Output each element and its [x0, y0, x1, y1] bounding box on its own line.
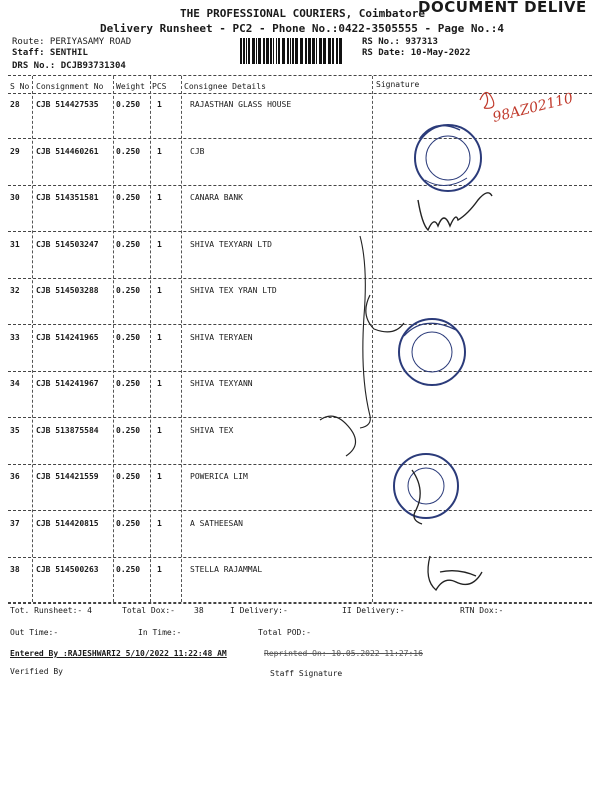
row-consignment-no: CJB 514421559: [36, 472, 99, 481]
row-consignee: CANARA BANK: [190, 193, 243, 202]
row-weight: 0.250: [116, 286, 141, 295]
row-sno: 38: [10, 565, 20, 574]
row-sno: 37: [10, 519, 20, 528]
row-weight: 0.250: [116, 519, 141, 528]
row-weight: 0.250: [116, 333, 141, 342]
row-pcs: 1: [157, 379, 162, 388]
i-delivery: I Delivery:-: [230, 606, 288, 615]
row-consignment-no: CJB 513875584: [36, 426, 99, 435]
row-weight: 0.250: [116, 193, 141, 202]
row-sno: 34: [10, 379, 20, 388]
row-consignee: RAJASTHAN GLASS HOUSE: [190, 100, 292, 109]
row-pcs: 1: [157, 240, 162, 249]
row-pcs: 1: [157, 100, 162, 109]
ii-delivery: II Delivery:-: [342, 606, 405, 615]
in-time: In Time:-: [138, 628, 182, 637]
drs-number: DRS No.: DCJB93731304: [12, 61, 126, 71]
row-pcs: 1: [157, 565, 162, 574]
row-sno: 35: [10, 426, 20, 435]
col-header-sno: S No: [10, 82, 30, 91]
row-consignee: POWERICA LIM: [190, 472, 248, 481]
col-header-pcs: PCS: [152, 82, 167, 91]
tot-runsheet: Tot. Runsheet:- 4: [10, 606, 92, 615]
row-sno: 30: [10, 193, 20, 202]
powerica-stamp: [394, 454, 458, 524]
entered-by: Entered By :RAJESHWARI2 5/10/2022 11:22:48 AM: [10, 649, 227, 658]
row-pcs: 1: [157, 147, 162, 156]
document-delivered-stamp: DOCUMENT DELIVE: [418, 0, 587, 16]
row-consignee: SHIVA TEXYARN LTD: [190, 240, 272, 249]
swadeshi-glass-stamp: [415, 125, 481, 191]
total-pod: Total POD:-: [258, 628, 311, 637]
row-sno: 32: [10, 286, 20, 295]
shiva-texyarn-stamp: [399, 319, 465, 385]
row-consignment-no: CJB 514241965: [36, 333, 99, 342]
row-pcs: 1: [157, 426, 162, 435]
row-sno: 28: [10, 100, 20, 109]
rtn-dox: RTN Dox:-: [460, 606, 504, 615]
row-pcs: 1: [157, 193, 162, 202]
row-consignee: SHIVA TERYAEN: [190, 333, 253, 342]
row-weight: 0.250: [116, 379, 141, 388]
row-pcs: 1: [157, 519, 162, 528]
row-consignee: STELLA RAJAMMAL: [190, 565, 263, 574]
row-weight: 0.250: [116, 426, 141, 435]
row-sno: 29: [10, 147, 20, 156]
signature-row-38: [428, 556, 482, 590]
signature-stroke-long: [360, 236, 370, 428]
route-label: Route: PERIYASAMY ROAD: [12, 37, 132, 47]
rs-number: RS No.: 937313: [362, 37, 438, 47]
row-consignee: SHIVA TEX YRAN LTD: [190, 286, 277, 295]
company-title: THE PROFESSIONAL COURIERS, Coimbatore: [180, 7, 426, 20]
staff-label: Staff: SENTHIL: [12, 48, 88, 58]
runsheet-title: Delivery Runsheet - PC2 - Phone No.:0422-3505555 - Page No.:4: [100, 22, 504, 35]
row-consignment-no: CJB 514351581: [36, 193, 99, 202]
col-header-weight: Weight: [116, 82, 145, 91]
row-weight: 0.250: [116, 472, 141, 481]
handwritten-note: 98AZ02110: [491, 90, 575, 126]
row-pcs: 1: [157, 333, 162, 342]
total-dox-value: 38: [194, 606, 204, 615]
footer-top-rule: [8, 602, 592, 603]
row-consignment-no: CJB 514460261: [36, 147, 99, 156]
signature-row-35: [320, 416, 356, 456]
col-header-consignee: Consignee Details: [184, 82, 266, 91]
row-consignment-no: CJB 514500263: [36, 565, 99, 574]
row-sno: 36: [10, 472, 20, 481]
row-consignment-no: CJB 514420815: [36, 519, 99, 528]
row-sno: 33: [10, 333, 20, 342]
row-weight: 0.250: [116, 147, 141, 156]
signature-row-32: [366, 295, 404, 332]
verified-by: Verified By: [10, 667, 63, 676]
rs-date: RS Date: 10-May-2022: [362, 48, 471, 58]
row-weight: 0.250: [116, 240, 141, 249]
row-consignee: CJB: [190, 147, 205, 156]
row-weight: 0.250: [116, 565, 141, 574]
row-consignment-no: CJB 514241967: [36, 379, 99, 388]
row-pcs: 1: [157, 472, 162, 481]
col-header-consignment: Consignment No: [36, 82, 104, 91]
row-weight: 0.250: [116, 100, 141, 109]
signature-row-30: [418, 193, 492, 230]
row-sno: 31: [10, 240, 20, 249]
reprinted-on: Reprinted On: 10.05.2022 11:27:16: [264, 649, 423, 658]
out-time: Out Time:-: [10, 628, 59, 637]
total-dox-label: Total Dox:-: [122, 606, 175, 615]
red-handwritten-note: [480, 92, 494, 108]
row-consignee: SHIVA TEX: [190, 426, 234, 435]
row-consignee: SHIVA TEXYANN: [190, 379, 253, 388]
row-consignment-no: CJB 514427535: [36, 100, 99, 109]
col-header-signature: Signature: [376, 80, 420, 89]
row-consignment-no: CJB 514503247: [36, 240, 99, 249]
row-consignee: A SATHEESAN: [190, 519, 243, 528]
row-pcs: 1: [157, 286, 162, 295]
row-consignment-no: CJB 514503288: [36, 286, 99, 295]
staff-signature: Staff Signature: [270, 669, 343, 678]
